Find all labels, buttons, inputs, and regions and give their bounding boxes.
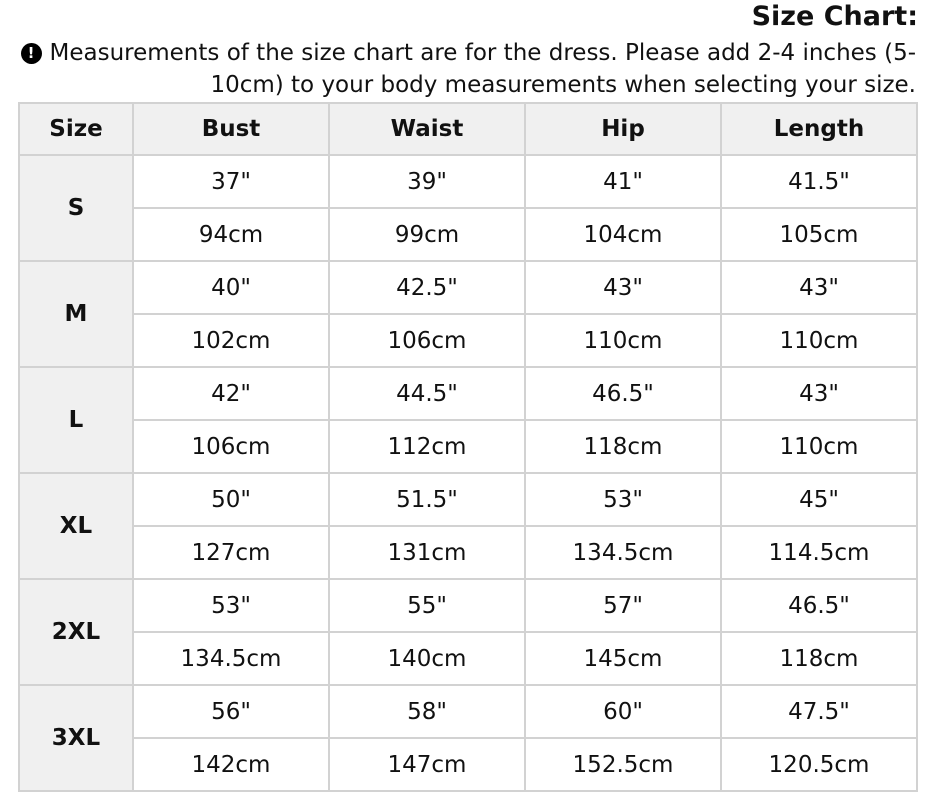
hip-inches: 41" <box>525 155 721 208</box>
page-title: Size Chart: <box>751 1 918 32</box>
hip-cm: 145cm <box>525 632 721 685</box>
table-row <box>19 367 917 420</box>
table-row <box>19 579 917 632</box>
size-label: XL <box>19 473 133 579</box>
bust-cm: 127cm <box>133 526 329 579</box>
length-cm: 114.5cm <box>721 526 917 579</box>
hip-cm: 134.5cm <box>525 526 721 579</box>
waist-cm: 131cm <box>329 526 525 579</box>
bust-inches: 42" <box>133 367 329 420</box>
waist-cm: 112cm <box>329 420 525 473</box>
hip-inches: 53" <box>525 473 721 526</box>
length-inches: 46.5" <box>721 579 917 632</box>
table-row <box>19 632 917 685</box>
bust-cm: 106cm <box>133 420 329 473</box>
length-inches: 41.5" <box>721 155 917 208</box>
header-size: Size <box>19 103 133 155</box>
table-row <box>19 738 917 791</box>
bust-inches: 40" <box>133 261 329 314</box>
waist-inches: 44.5" <box>329 367 525 420</box>
length-cm: 110cm <box>721 420 917 473</box>
exclamation-circle-icon: ! <box>21 43 42 64</box>
header-waist: Waist <box>329 103 525 155</box>
table-row <box>19 473 917 526</box>
waist-inches: 58" <box>329 685 525 738</box>
length-cm: 120.5cm <box>721 738 917 791</box>
hip-inches: 46.5" <box>525 367 721 420</box>
hip-cm: 104cm <box>525 208 721 261</box>
hip-inches: 60" <box>525 685 721 738</box>
bust-inches: 37" <box>133 155 329 208</box>
size-note <box>16 37 916 101</box>
length-cm: 118cm <box>721 632 917 685</box>
bust-inches: 56" <box>133 685 329 738</box>
bust-cm: 134.5cm <box>133 632 329 685</box>
bust-cm: 94cm <box>133 208 329 261</box>
table-row <box>19 261 917 314</box>
header-hip: Hip <box>525 103 721 155</box>
table-row <box>19 314 917 367</box>
length-cm: 110cm <box>721 314 917 367</box>
hip-cm: 110cm <box>525 314 721 367</box>
length-inches: 47.5" <box>721 685 917 738</box>
waist-inches: 39" <box>329 155 525 208</box>
hip-inches: 43" <box>525 261 721 314</box>
waist-cm: 99cm <box>329 208 525 261</box>
size-label: 2XL <box>19 579 133 685</box>
table-header-row <box>19 103 917 155</box>
waist-inches: 42.5" <box>329 261 525 314</box>
size-label: M <box>19 261 133 367</box>
size-label: L <box>19 367 133 473</box>
bust-inches: 50" <box>133 473 329 526</box>
table-row <box>19 208 917 261</box>
waist-cm: 106cm <box>329 314 525 367</box>
length-inches: 43" <box>721 261 917 314</box>
table-row <box>19 155 917 208</box>
bust-inches: 53" <box>133 579 329 632</box>
header-bust: Bust <box>133 103 329 155</box>
size-chart-table <box>18 102 918 792</box>
bust-cm: 102cm <box>133 314 329 367</box>
table-row <box>19 526 917 579</box>
size-label: S <box>19 155 133 261</box>
waist-inches: 51.5" <box>329 473 525 526</box>
table-row <box>19 420 917 473</box>
waist-inches: 55" <box>329 579 525 632</box>
table-row <box>19 685 917 738</box>
hip-cm: 152.5cm <box>525 738 721 791</box>
hip-cm: 118cm <box>525 420 721 473</box>
length-inches: 43" <box>721 367 917 420</box>
waist-cm: 147cm <box>329 738 525 791</box>
size-note-text: Measurements of the size chart are for the dress. Please add 2-4 inches (5-10cm) to your body measurements when selecting your size. <box>49 40 916 98</box>
hip-inches: 57" <box>525 579 721 632</box>
header-length: Length <box>721 103 917 155</box>
length-inches: 45" <box>721 473 917 526</box>
bust-cm: 142cm <box>133 738 329 791</box>
waist-cm: 140cm <box>329 632 525 685</box>
size-label: 3XL <box>19 685 133 791</box>
length-cm: 105cm <box>721 208 917 261</box>
